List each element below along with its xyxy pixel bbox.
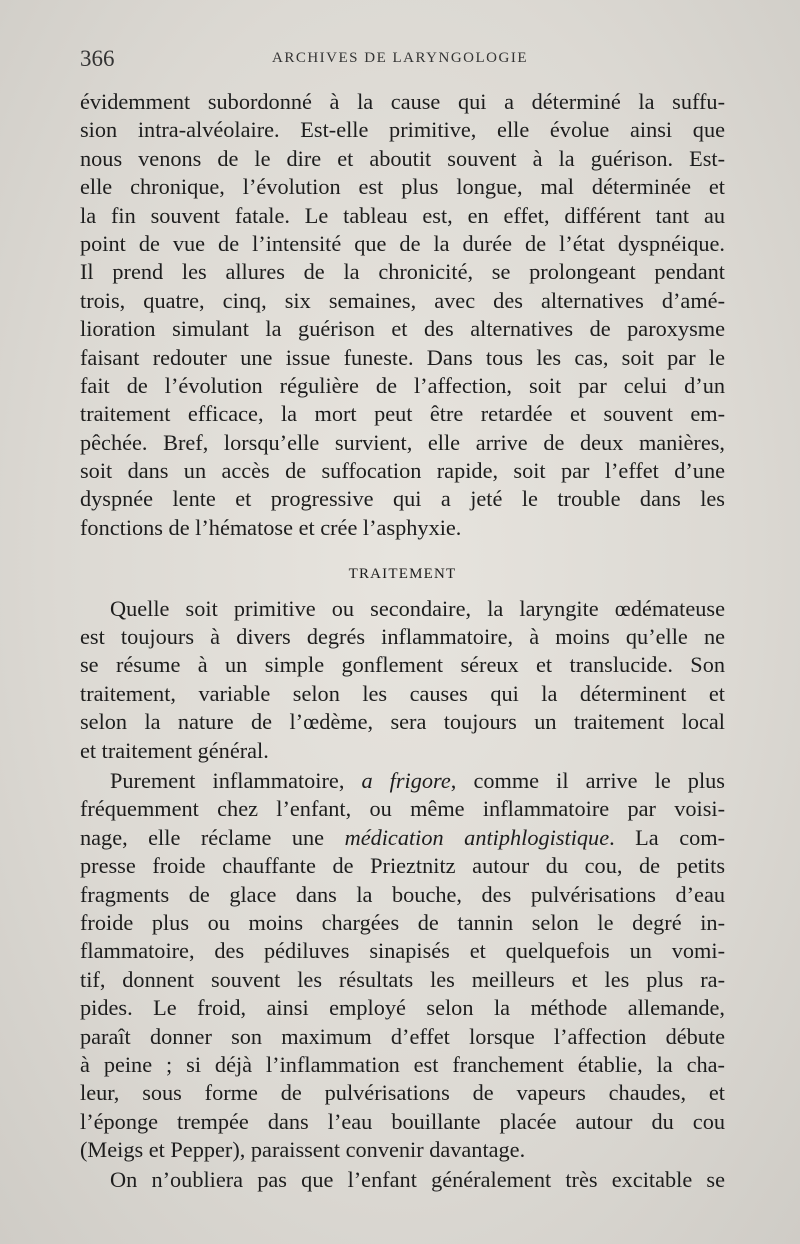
text-line: Purement inflammatoire, a frigore, comme il arrive le plus bbox=[110, 767, 725, 793]
running-head: ARCHIVES DE LARYNGOLOGIE bbox=[272, 50, 528, 66]
text-line: la fin souvent fatale. Le tableau est, en effet, différent tant au bbox=[80, 202, 725, 228]
section-title: TRAITEMENT bbox=[348, 566, 457, 583]
text-line: point de vue de l’intensité que de la durée de l’état dyspnéique. bbox=[80, 230, 725, 256]
text-line: traitement efficace, la mort peut être retardée et souvent em- bbox=[80, 401, 725, 427]
text-line: dyspnée lente et progressive qui a jeté le trouble dans les bbox=[80, 486, 725, 512]
text-line: flammatoire, des pédiluves sinapisés et quelquefois un vomi- bbox=[80, 938, 725, 964]
text-line: se résume à un simple gonflement séreux et translucide. Son bbox=[80, 652, 725, 678]
text-line: pides. Le froid, ainsi employé selon la méthode allemande, bbox=[80, 995, 725, 1021]
text-line: lioration simulant la guérison et des alternatives de paroxysme bbox=[80, 316, 725, 342]
paragraph-inflammatory-treatment bbox=[80, 767, 725, 1164]
page-body bbox=[80, 88, 725, 1195]
text-line: presse froide chauffante de Prieztnitz autour du cou, de petits bbox=[80, 853, 725, 879]
text-line: froide plus ou moins chargées de tannin selon le degré in- bbox=[80, 909, 725, 935]
text-line: tif, donnent souvent les résultats les meilleurs et les plus ra- bbox=[80, 966, 725, 992]
paragraph-child-excitability bbox=[80, 1166, 725, 1194]
text-line: fréquemment chez l’enfant, ou même inflammatoire par voisi- bbox=[80, 796, 725, 822]
text-line: soit dans un accès de suffocation rapide, soit par l’effet d’une bbox=[80, 458, 725, 484]
text-line: et traitement général. bbox=[80, 737, 269, 763]
text-line: leur, sous forme de pulvérisations de vapeurs chaudes, et bbox=[80, 1080, 725, 1106]
paragraph-consequences bbox=[80, 88, 725, 542]
text-line: fragments de glace dans la bouche, des pulvérisations d’eau bbox=[80, 881, 725, 907]
text-line: nage, elle réclame une médication antiphlogistique. La com- bbox=[80, 824, 726, 850]
text-line: sion intra-alvéolaire. Est-elle primitive, elle évolue ainsi que bbox=[80, 117, 725, 143]
text-line: fonctions de l’hématose et crée l’asphyxie. bbox=[80, 514, 462, 540]
text-line: trois, quatre, cinq, six semaines, avec des alternatives d’amé- bbox=[80, 287, 725, 313]
text-line: Il prend les allures de la chronicité, se prolongeant pendant bbox=[80, 259, 725, 285]
paragraph-treatment-intro bbox=[80, 595, 725, 765]
text-line: fait de l’évolution régulière de l’affection, soit par celui d’un bbox=[80, 372, 725, 398]
text-line: évidemment subordonné à la cause qui a déterminé la suffu- bbox=[80, 89, 725, 114]
text-line: On n’oubliera pas que l’enfant généralement très excitable se bbox=[110, 1167, 725, 1193]
text-line: traitement, variable selon les causes qui la déterminent et bbox=[80, 680, 725, 706]
page-header bbox=[80, 46, 720, 76]
text-line: faisant redouter une issue funeste. Dans tous les cas, soit par le bbox=[80, 344, 725, 370]
text-line: l’éponge trempée dans l’eau bouillante placée autour du cou bbox=[80, 1108, 725, 1134]
text-line: (Meigs et Pepper), paraissent convenir davantage. bbox=[80, 1137, 526, 1163]
text-line: à peine ; si déjà l’inflammation est franchement établie, la cha- bbox=[80, 1051, 725, 1077]
text-line: est toujours à divers degrés inflammatoire, à moins qu’elle ne bbox=[80, 624, 725, 650]
page-number: 366 bbox=[80, 46, 115, 71]
text-line: Quelle soit primitive ou secondaire, la laryngite œdémateuse bbox=[110, 595, 725, 621]
text-line: nous venons de le dire et aboutit souvent à la guérison. Est- bbox=[80, 145, 725, 171]
text-line: paraît donner son maximum d’effet lorsque l’affection débute bbox=[80, 1023, 725, 1049]
text-line: selon la nature de l’œdème, sera toujours un traitement local bbox=[80, 709, 725, 735]
text-line: elle chronique, l’évolution est plus longue, mal déterminée et bbox=[80, 174, 725, 200]
text-line: pêchée. Bref, lorsqu’elle survient, elle arrive de deux manières, bbox=[80, 429, 725, 455]
